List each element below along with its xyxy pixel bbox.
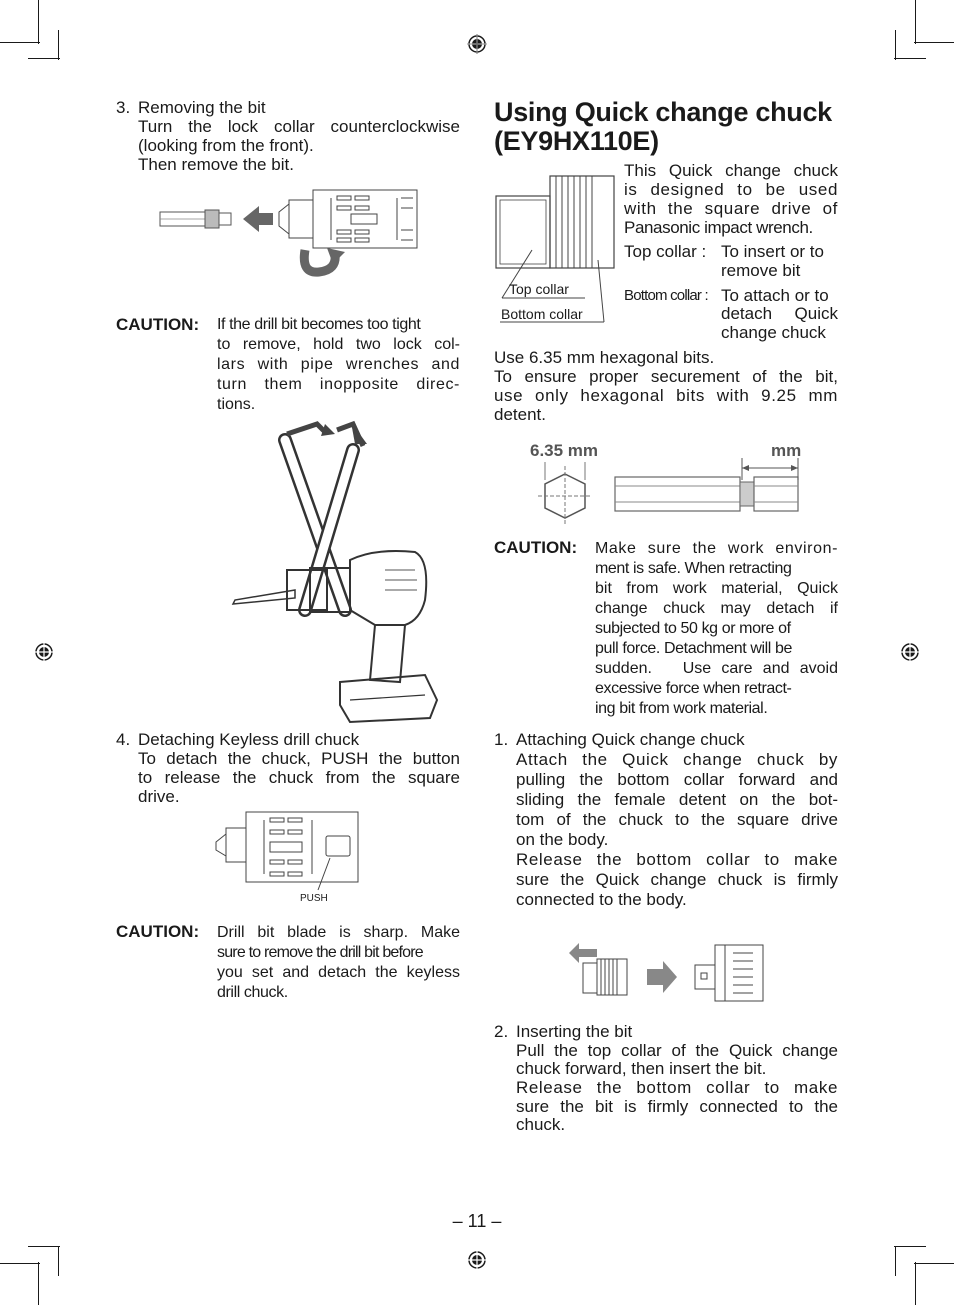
bottom-collar-label: Bottom collar — [501, 306, 583, 322]
step-number: 4. — [116, 730, 131, 749]
step-text-line: Release the bottom collar to make — [516, 1078, 838, 1097]
definition-line: To attach or to — [721, 286, 829, 305]
step-text-line: pulling the bottom collar forward and — [516, 770, 838, 789]
hex-line: use only hexagonal bits with 9.25 mm — [494, 386, 838, 405]
caution-label: CAUTION: — [116, 922, 200, 941]
step-text-line: sliding the female detent on the bot- — [516, 790, 838, 809]
term: Top collar : — [624, 242, 707, 261]
caution-text-line: Make sure the work environ- — [595, 540, 838, 557]
step-text-line: to release the chuck from the square — [138, 768, 460, 787]
caution-text-line: drill chuck. — [217, 984, 288, 1001]
hex-line: detent. — [494, 405, 546, 424]
hex-size-label: 6.35 mm — [530, 441, 599, 460]
step-number: 2. — [494, 1022, 509, 1041]
step-text-line: Turn the lock collar counterclockwise — [138, 117, 460, 136]
step-text-line: tom of the chuck to the square drive — [516, 810, 838, 829]
definition-line: To insert or to — [721, 242, 824, 261]
caution-label: CAUTION: — [116, 315, 200, 334]
top-collar-label: Top collar — [509, 281, 569, 297]
intro-line: is designed to be used — [624, 180, 838, 199]
caution-label: CAUTION: — [494, 538, 578, 557]
step-text-line: Attach the Quick change chuck by — [516, 750, 838, 769]
registration-mark-icon — [467, 34, 487, 54]
pipe-wrench-illustration — [225, 420, 445, 725]
step-text-line: Release the bottom collar to make — [516, 850, 838, 869]
attach-chuck-illustration — [565, 935, 770, 1005]
definition-line: detach Quick — [721, 304, 838, 323]
detent-size-label: mm — [771, 441, 802, 460]
caution-text-line: to remove, hold two lock col- — [217, 336, 460, 353]
step-title: Detaching Keyless drill chuck — [138, 730, 360, 749]
caution-text-line: lars with pipe wrenches and — [217, 356, 460, 373]
definition-line: remove bit — [721, 261, 801, 280]
step-text-line: (looking from the front). — [138, 136, 314, 155]
caution-text-line: If the drill bit becomes too tight — [217, 316, 421, 333]
caution-text-line: you set and detach the keyless — [217, 964, 460, 981]
step-title: Inserting the bit — [516, 1022, 633, 1041]
step-text-line: Then remove the bit. — [138, 155, 294, 174]
registration-mark-icon — [467, 1250, 487, 1270]
hex-line: To ensure proper securement of the bit, — [494, 367, 838, 386]
caution-text-line: Drill bit blade is sharp. Make — [217, 924, 460, 941]
caution-text-line: subjected to 50 kg or more of — [595, 620, 791, 637]
caution-text-line: ment is safe. When retracting — [595, 560, 792, 577]
definition-line: change chuck — [721, 323, 826, 342]
step-text-line: chuck forward, then insert the bit. — [516, 1059, 767, 1078]
caution-text-line: tions. — [217, 396, 256, 413]
step-title: Removing the bit — [138, 98, 266, 117]
remove-bit-illustration — [155, 182, 425, 277]
intro-line: This Quick change chuck — [624, 161, 838, 180]
caution-text-line: ing bit from work material. — [595, 700, 768, 717]
step-text-line: drive. — [138, 787, 180, 806]
step-text-line: To detach the chuck, PUSH the button — [138, 749, 460, 768]
step-text-line: chuck. — [516, 1115, 566, 1134]
caution-text-line: sudden. Use care and avoid — [595, 660, 838, 677]
step-text-line: connected to the body. — [516, 890, 687, 909]
caution-text-line: turn them inopposite direc- — [217, 376, 460, 393]
step-title: Attaching Quick change chuck — [516, 730, 745, 749]
keyless-chuck-illustration — [212, 808, 362, 890]
caution-text-line: change chuck may detach if — [595, 600, 838, 617]
step-text-line: Pull the top collar of the Quick change — [516, 1041, 838, 1060]
caution-text-line: excessive force when retract- — [595, 680, 792, 697]
section-heading: Using Quick change chuck — [494, 97, 832, 127]
intro-line: with the square drive of — [624, 199, 838, 218]
step-text-line: sure the bit is firmly connected to the — [516, 1097, 838, 1116]
page-number: – 11 – — [452, 1211, 502, 1231]
hex-line: Use 6.35 mm hexagonal bits. — [494, 348, 715, 367]
step-text-line: sure the Quick change chuck is firmly — [516, 870, 838, 889]
caution-text-line: pull force. Detachment will be — [595, 640, 792, 657]
caution-text-line: sure to remove the drill bit before — [217, 944, 423, 961]
registration-mark-icon — [900, 642, 920, 662]
intro-line: Panasonic impact wrench. — [624, 218, 813, 237]
step-number: 3. — [116, 98, 131, 117]
section-heading-model: (EY9HX110E) — [494, 126, 659, 156]
step-number: 1. — [494, 730, 509, 749]
push-label: PUSH — [300, 893, 328, 904]
registration-mark-icon — [34, 642, 54, 662]
step-text-line: on the body. — [516, 830, 609, 849]
caution-text-line: bit from work material, Quick — [595, 580, 838, 597]
term: Bottom collar : — [624, 287, 708, 304]
